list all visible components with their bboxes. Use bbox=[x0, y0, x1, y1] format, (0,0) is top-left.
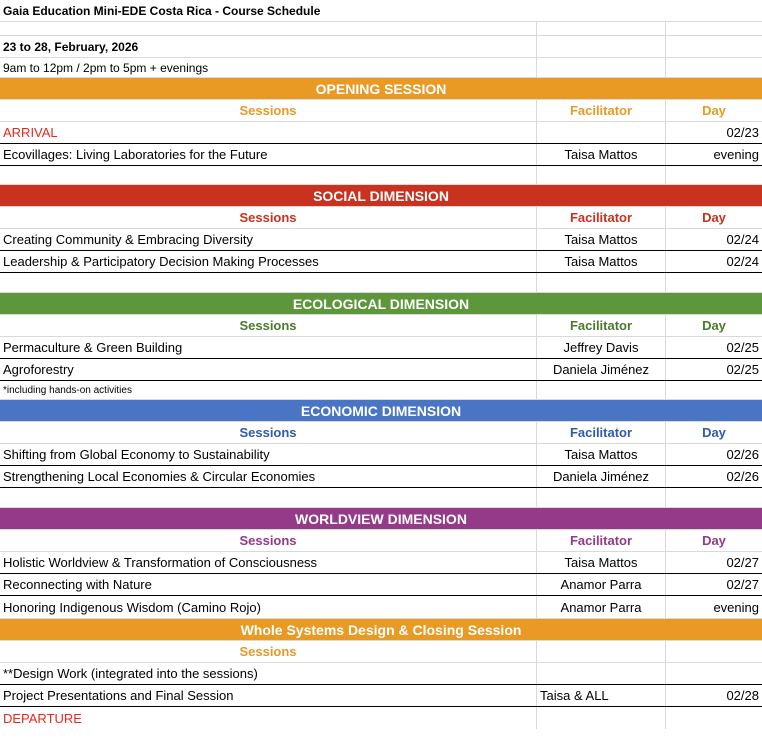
facilitator-cell[interactable]: Taisa Mattos bbox=[537, 251, 666, 272]
section-header-economic bbox=[0, 400, 762, 422]
column-header-day[interactable]: Day bbox=[702, 103, 726, 118]
hours-row bbox=[0, 58, 762, 78]
day-cell[interactable] bbox=[666, 663, 762, 684]
table-row bbox=[0, 685, 762, 707]
session-cell[interactable]: Reconnecting with Nature bbox=[0, 574, 537, 595]
column-header-row bbox=[0, 207, 762, 229]
cell[interactable] bbox=[666, 36, 762, 57]
section-title-worldview[interactable]: WORLDVIEW DIMENSION bbox=[0, 508, 762, 529]
session-cell[interactable]: Permaculture & Green Building bbox=[0, 337, 537, 358]
column-header-day[interactable]: Day bbox=[702, 210, 726, 225]
course-hours[interactable]: 9am to 12pm / 2pm to 5pm + evenings bbox=[0, 58, 537, 77]
column-header-row bbox=[0, 530, 762, 552]
section-header-social bbox=[0, 185, 762, 207]
table-row bbox=[0, 574, 762, 596]
cell[interactable] bbox=[666, 641, 762, 662]
session-cell[interactable]: Project Presentations and Final Session bbox=[0, 685, 537, 706]
facilitator-cell[interactable]: Taisa Mattos bbox=[537, 229, 666, 250]
cell[interactable] bbox=[666, 381, 762, 399]
table-row bbox=[0, 229, 762, 251]
cell[interactable] bbox=[537, 641, 666, 662]
table-row bbox=[0, 552, 762, 574]
day-cell[interactable]: 02/24 bbox=[726, 232, 759, 247]
cell[interactable] bbox=[537, 58, 666, 77]
cell[interactable] bbox=[666, 22, 762, 35]
facilitator-cell[interactable]: Taisa Mattos bbox=[537, 444, 666, 465]
session-cell[interactable]: Strengthening Local Economies & Circular Economies bbox=[0, 466, 537, 487]
section-title-social[interactable]: SOCIAL DIMENSION bbox=[0, 185, 762, 206]
column-header-facilitator[interactable]: Facilitator bbox=[537, 422, 666, 443]
table-row bbox=[0, 144, 762, 166]
cell[interactable] bbox=[666, 488, 762, 507]
facilitator-cell[interactable] bbox=[537, 122, 666, 143]
session-cell[interactable]: Leadership & Participatory Decision Making Processes bbox=[0, 251, 537, 272]
cell[interactable] bbox=[666, 273, 762, 292]
session-cell[interactable]: Ecovillages: Living Laboratories for the Future bbox=[0, 144, 537, 165]
table-row bbox=[0, 663, 762, 685]
facilitator-cell[interactable]: Anamor Parra bbox=[537, 596, 666, 618]
day-cell[interactable]: evening bbox=[713, 599, 759, 615]
table-row bbox=[0, 466, 762, 488]
session-cell[interactable]: **Design Work (integrated into the sessions) bbox=[0, 663, 537, 684]
column-header-facilitator[interactable]: Facilitator bbox=[537, 530, 666, 551]
session-cell[interactable]: Holistic Worldview & Transformation of Consciousness bbox=[0, 552, 537, 573]
cell[interactable] bbox=[537, 273, 666, 292]
column-header-row bbox=[0, 315, 762, 337]
table-row bbox=[0, 251, 762, 273]
facilitator-cell[interactable]: Taisa Mattos bbox=[537, 552, 666, 573]
table-row bbox=[0, 444, 762, 466]
day-cell[interactable]: 02/26 bbox=[726, 447, 759, 462]
day-cell[interactable]: 02/28 bbox=[726, 688, 759, 703]
blank-row bbox=[0, 22, 762, 36]
day-cell[interactable] bbox=[666, 707, 762, 729]
cell[interactable] bbox=[537, 381, 666, 399]
facilitator-cell[interactable]: Taisa & ALL bbox=[537, 685, 666, 706]
section-header-closing bbox=[0, 619, 762, 641]
column-header-facilitator[interactable]: Facilitator bbox=[537, 315, 666, 336]
column-header-sessions[interactable]: Sessions bbox=[0, 530, 537, 551]
column-header-facilitator[interactable]: Facilitator bbox=[537, 100, 666, 121]
table-row bbox=[0, 122, 762, 144]
cell[interactable] bbox=[0, 22, 537, 35]
section-title-closing[interactable]: Whole Systems Design & Closing Session bbox=[0, 619, 762, 640]
day-cell[interactable]: 02/25 bbox=[726, 340, 759, 355]
session-cell[interactable]: Creating Community & Embracing Diversity bbox=[0, 229, 537, 250]
activities-note[interactable]: *including hands-on activities bbox=[0, 381, 537, 399]
day-cell[interactable]: 02/26 bbox=[726, 469, 759, 484]
session-cell[interactable]: Honoring Indigenous Wisdom (Camino Rojo) bbox=[0, 596, 537, 618]
day-cell[interactable]: 02/27 bbox=[726, 577, 759, 592]
session-cell[interactable]: Agroforestry bbox=[0, 359, 537, 380]
column-header-row bbox=[0, 100, 762, 122]
table-row bbox=[0, 359, 762, 381]
page-title[interactable]: Gaia Education Mini-EDE Costa Rica - Course Schedule bbox=[3, 3, 321, 18]
column-header-facilitator[interactable]: Facilitator bbox=[537, 207, 666, 228]
table-row bbox=[0, 596, 762, 619]
blank-row bbox=[0, 488, 762, 508]
section-title-opening[interactable]: OPENING SESSION bbox=[0, 78, 762, 99]
cell[interactable] bbox=[537, 22, 666, 35]
cell[interactable] bbox=[0, 166, 537, 184]
facilitator-cell[interactable] bbox=[537, 707, 666, 729]
facilitator-cell[interactable]: Jeffrey Davis bbox=[537, 337, 666, 358]
cell[interactable] bbox=[0, 488, 537, 507]
column-header-sessions[interactable]: Sessions bbox=[0, 207, 537, 228]
cell[interactable] bbox=[666, 58, 762, 77]
cell[interactable] bbox=[537, 166, 666, 184]
session-cell[interactable]: Shifting from Global Economy to Sustainability bbox=[0, 444, 537, 465]
cell[interactable] bbox=[537, 488, 666, 507]
column-header-sessions[interactable]: Sessions bbox=[0, 422, 537, 443]
day-cell[interactable]: 02/23 bbox=[726, 125, 759, 140]
column-header-day[interactable]: Day bbox=[702, 425, 726, 440]
column-header-sessions[interactable]: Sessions bbox=[0, 315, 537, 336]
section-title-ecological[interactable]: ECOLOGICAL DIMENSION bbox=[0, 293, 762, 314]
facilitator-cell[interactable]: Daniela Jiménez bbox=[537, 359, 666, 380]
facilitator-cell[interactable] bbox=[537, 663, 666, 684]
facilitator-cell[interactable]: Taisa Mattos bbox=[537, 144, 666, 165]
course-dates[interactable]: 23 to 28, February, 2026 bbox=[0, 36, 537, 57]
facilitator-cell[interactable]: Daniela Jiménez bbox=[537, 466, 666, 487]
blank-row bbox=[0, 166, 762, 185]
day-cell[interactable]: 02/24 bbox=[726, 254, 759, 269]
column-header-sessions[interactable]: Sessions bbox=[0, 641, 537, 662]
section-title-economic[interactable]: ECONOMIC DIMENSION bbox=[0, 400, 762, 421]
section-header-opening bbox=[0, 78, 762, 100]
session-cell[interactable]: DEPARTURE bbox=[0, 707, 537, 729]
section-header-worldview bbox=[0, 508, 762, 530]
blank-row bbox=[0, 273, 762, 293]
column-header-sessions[interactable]: Sessions bbox=[0, 100, 537, 121]
facilitator-cell[interactable]: Anamor Parra bbox=[537, 574, 666, 595]
day-cell[interactable]: 02/27 bbox=[726, 555, 759, 570]
table-row bbox=[0, 707, 762, 729]
column-header-row bbox=[0, 641, 762, 663]
section-header-ecological bbox=[0, 293, 762, 315]
dates-row bbox=[0, 36, 762, 58]
column-header-day[interactable]: Day bbox=[702, 318, 726, 333]
column-header-row bbox=[0, 422, 762, 444]
column-header-day[interactable]: Day bbox=[702, 533, 726, 548]
note-row bbox=[0, 381, 762, 400]
table-row bbox=[0, 337, 762, 359]
title-row bbox=[0, 0, 762, 22]
session-cell[interactable]: ARRIVAL bbox=[0, 122, 537, 143]
day-cell[interactable]: 02/25 bbox=[726, 362, 759, 377]
cell[interactable] bbox=[0, 273, 537, 292]
cell[interactable] bbox=[666, 166, 762, 184]
cell[interactable] bbox=[537, 36, 666, 57]
day-cell[interactable]: evening bbox=[713, 147, 759, 162]
